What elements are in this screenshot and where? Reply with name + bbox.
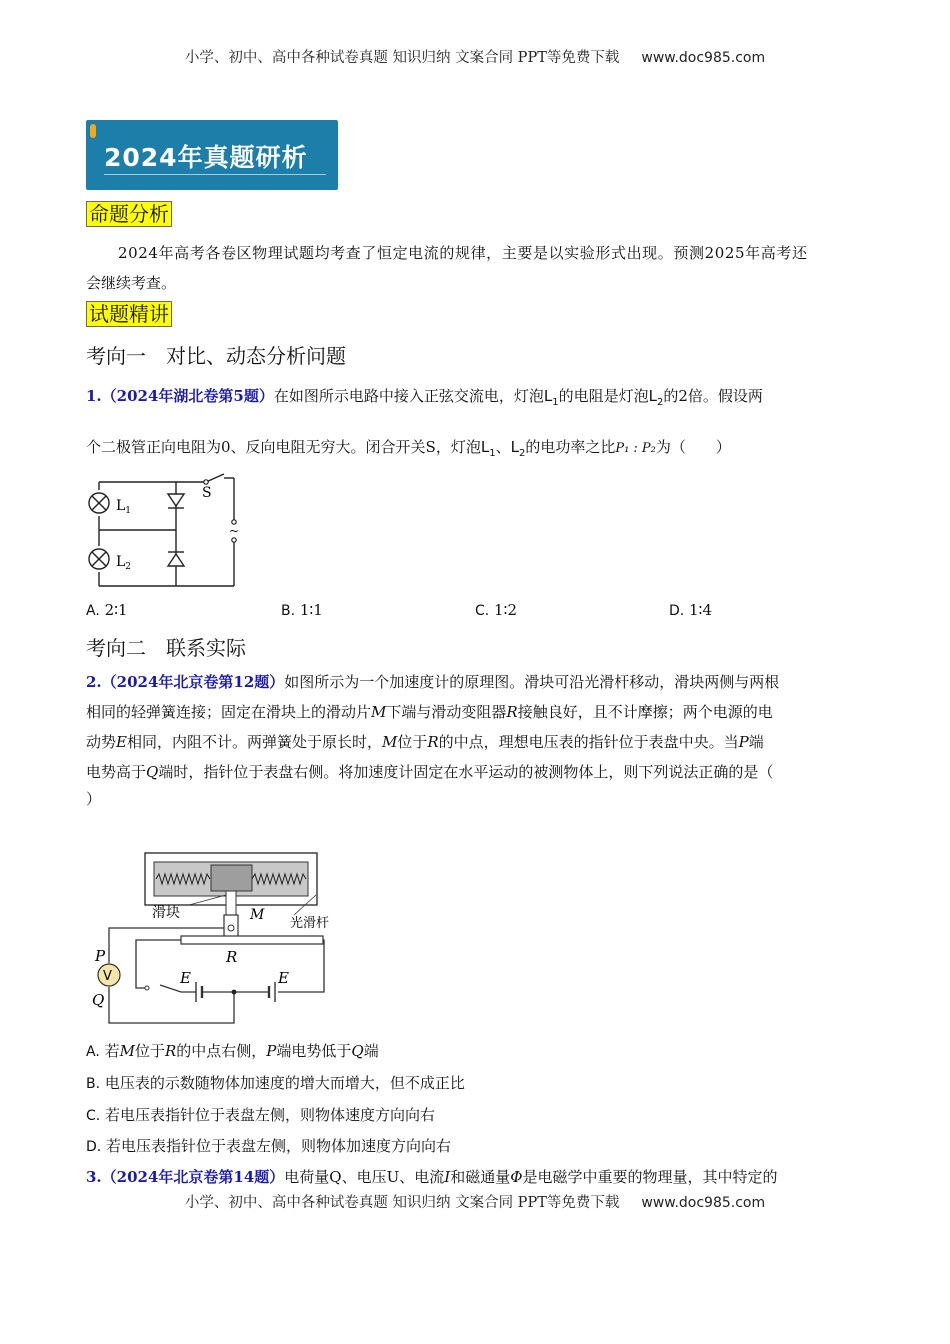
q1-line-2 <box>86 432 866 469</box>
q3-number: 3. <box>86 1168 102 1186</box>
ac-terminal-bottom <box>232 538 236 542</box>
q1-text-1b: 的电阻是灯泡 <box>558 387 649 405</box>
header-text: 小学、初中、高中各种试卷真题 知识归纳 文案合同 PPT等免费下载 <box>184 50 620 66</box>
label-q: Q <box>92 991 105 1009</box>
diode-top <box>168 494 184 508</box>
q1-option-a[interactable]: A. 2∶1 <box>86 601 128 619</box>
banner-title: 2024年真题研析 <box>104 143 308 172</box>
q2-number: 2. <box>86 673 102 691</box>
resistor-r <box>181 936 323 944</box>
q2-line-3: 动势E相同，内阻不计。两弹簧处于原长时，M位于R的中点，理想电压表的指针位于表盘中央。当P端 <box>86 733 764 751</box>
section-2-label: 考向二 <box>86 636 146 660</box>
section-2-title: 联系实际 <box>166 636 246 660</box>
q1-number: 1. <box>86 387 102 405</box>
label-p: P <box>95 947 106 965</box>
section-2-heading <box>86 632 246 661</box>
switch-pivot <box>204 480 208 484</box>
q1-option-c[interactable]: C. 1∶2 <box>475 601 518 619</box>
q2-option-c[interactable]: C. 若电压表指针位于表盘左侧，则物体速度方向向右 <box>86 1106 436 1124</box>
lecture-tag-wrap <box>86 301 172 327</box>
footer-url[interactable]: www.doc985.com <box>641 1195 766 1211</box>
q1-text-2c: 的电功率之比 <box>525 438 616 456</box>
q2-line-1: 2.（2024年北京卷第12题）如图所示为一个加速度计的原理图。滑块可沿光滑杆移动，滑块两侧与两根 <box>86 673 780 691</box>
footer-text: 小学、初中、高中各种试卷真题 知识归纳 文案合同 PPT等免费下载 <box>184 1195 620 1211</box>
label-l1: $L_1$ <box>116 498 132 516</box>
switch-contact <box>145 986 149 990</box>
q1-text-2d: 为（ ） <box>655 438 731 456</box>
q1-lamp2: $L_2$ <box>648 387 664 408</box>
header-url[interactable]: www.doc985.com <box>641 50 766 66</box>
label-ac: ~ <box>229 524 240 538</box>
label-slider: 滑块 <box>152 905 180 921</box>
q1-text-2b: 、 <box>495 438 511 456</box>
slider-block <box>211 865 252 891</box>
q1-line-1 <box>86 381 866 418</box>
junction-dot <box>232 990 237 995</box>
q1-ratio: P₁ : P₂ <box>615 441 656 456</box>
q1-source: （2024年湖北卷第5题） <box>101 387 274 405</box>
analysis-tag-wrap <box>86 201 172 227</box>
question-3-text: 3.（2024年北京卷第14题）电荷量Q、电压U、电流I和磁通量Φ是电磁学中重要的物理量，其中特定的 <box>86 1168 778 1186</box>
q1-lamp1-b: $L_1$ <box>480 438 496 459</box>
section-1-heading <box>86 340 346 369</box>
q2-line-2: 相同的轻弹簧连接；固定在滑块上的滑动片M下端与滑动变阻器R接触良好，且不计摩擦；两个电源的电 <box>86 703 773 721</box>
q1-option-d[interactable]: D. 1∶4 <box>669 601 713 619</box>
accelerometer-diagram <box>84 845 334 1030</box>
question-2-text <box>86 667 866 811</box>
question-1-text <box>86 381 866 469</box>
label-m: M <box>250 907 265 923</box>
q3-source: （2024年北京卷第14题） <box>101 1168 285 1186</box>
label-e1: E <box>180 969 191 987</box>
banner-underline <box>104 174 326 175</box>
q1-text-1a: 在如图所示电路中接入正弦交流电，灯泡 <box>273 387 544 405</box>
label-l2: $L_2$ <box>116 554 132 572</box>
label-rod: 光滑杆 <box>290 916 330 931</box>
q1-option-b[interactable]: B. 1∶1 <box>281 601 323 619</box>
q2-line-5: ） <box>86 790 102 808</box>
diode-bottom <box>168 552 184 566</box>
q1-text-1c: 的2倍。假设两 <box>663 387 763 405</box>
page-footer <box>0 1191 950 1212</box>
year-banner <box>86 120 338 190</box>
analysis-tag: 命题分析 <box>86 201 172 227</box>
intro-line-2: 会继续考查。 <box>86 274 177 292</box>
voltmeter-label: V <box>103 969 112 984</box>
battery-right <box>269 982 275 1002</box>
intro-line-1: 2024年高考各卷区物理试题均考查了恒定电流的规律，主要是以实验形式出现。预测2025年高考还 <box>118 244 808 262</box>
q2-option-a[interactable]: A. 若M位于R的中点右侧，P端电势低于Q端 <box>86 1042 379 1060</box>
intro-paragraph <box>86 238 866 298</box>
section-1-title: 对比、动态分析问题 <box>166 344 346 368</box>
q1-lamp2-b: $L_2$ <box>510 438 526 459</box>
q2-line-4: 电势高于Q端时，指针位于表盘右侧。将加速度计固定在水平运动的被测物体上，则下列说法正确的是（ <box>86 763 774 781</box>
q1-lamp1: $L_1$ <box>543 387 559 408</box>
lamp-l2 <box>89 549 109 569</box>
lecture-tag: 试题精讲 <box>86 301 172 327</box>
circuit-diagram-1 <box>84 470 244 594</box>
lamp-l1 <box>89 493 109 513</box>
q2-option-d[interactable]: D. 若电压表指针位于表盘左侧，则物体加速度方向向右 <box>86 1137 452 1155</box>
section-1-label: 考向一 <box>86 344 146 368</box>
label-e2: E <box>278 969 289 987</box>
page-header <box>0 46 950 67</box>
label-switch: S <box>202 485 212 501</box>
q2-source: （2024年北京卷第12题） <box>101 673 285 691</box>
q2-option-b[interactable]: B. 电压表的示数随物体加速度的增大而增大，但不成正比 <box>86 1074 465 1092</box>
q1-text-2a: 个二极管正向电阻为0、反向电阻无穷大。闭合开关S，灯泡 <box>86 438 481 456</box>
battery-left <box>196 982 202 1002</box>
label-r: R <box>226 948 238 966</box>
banner-accent <box>90 124 96 138</box>
